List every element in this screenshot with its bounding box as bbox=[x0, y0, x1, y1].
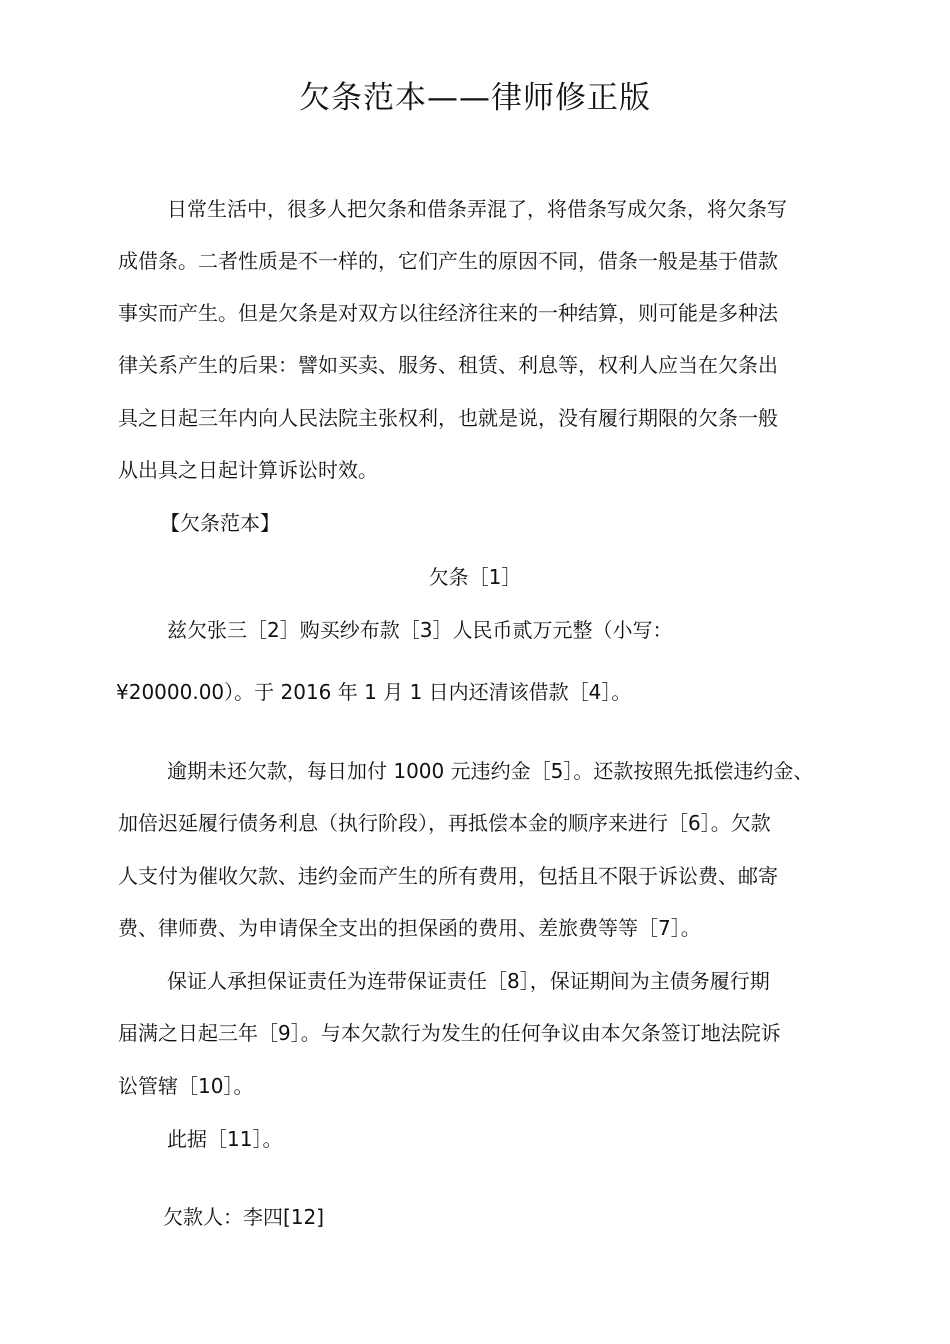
para3-line-1: 保证人承担保证责任为连带保证责任［8］，保证期间为主债务履行期 bbox=[167, 969, 770, 993]
para2-line-3: 人支付为催收欠款、违约金而产生的所有费用，包括且不限于诉讼费、邮寄 bbox=[118, 864, 778, 888]
para1-line-1: 兹欠张三［2］购买纱布款［3］人民币贰万元整（小写： bbox=[167, 618, 673, 642]
intro-line-4: 律关系产生的后果：譬如买卖、服务、租赁、利息等，权利人应当在欠条出 bbox=[118, 353, 778, 377]
para3-line-3: 讼管辖［10］。 bbox=[118, 1074, 254, 1098]
intro-line-3: 事实而产生。但是欠条是对双方以往经济往来的一种结算，则可能是多种法 bbox=[118, 301, 778, 325]
intro-line-5: 具之日起三年内向人民法院主张权利，也就是说，没有履行期限的欠条一般 bbox=[118, 406, 778, 430]
intro-line-2: 成借条。二者性质是不一样的，它们产生的原因不同，借条一般是基于借款 bbox=[118, 249, 778, 273]
para2-line-1: 逾期未还欠款，每日加付 1000 元违约金［5］。还款按照先抵偿违约金、 bbox=[167, 759, 814, 783]
para2-line-4: 费、律师费、为申请保全支出的担保函的费用、差旅费等等［7］。 bbox=[118, 916, 701, 940]
debtor-signature-line: 欠款人：李四[12] bbox=[163, 1205, 325, 1229]
intro-line-1: 日常生活中，很多人把欠条和借条弄混了，将借条写成欠条，将欠条写 bbox=[167, 197, 787, 221]
closing-line: 此据［11］。 bbox=[167, 1127, 283, 1151]
para2-line-2: 加倍迟延履行债务利息（执行阶段），再抵偿本金的顺序来进行［6］。欠款 bbox=[118, 811, 771, 835]
intro-line-6: 从出具之日起计算诉讼时效。 bbox=[118, 458, 378, 482]
document-title: 欠条范本——律师修正版 bbox=[299, 80, 651, 116]
para1-line-2: ¥20000.00）。于 2016 年 1 月 1 日内还清该借款［4］。 bbox=[116, 680, 632, 704]
para3-line-2: 届满之日起三年［9］。与本欠款行为发生的任何争议由本欠条签订地法院诉 bbox=[118, 1021, 781, 1045]
iou-heading: 欠条［1］ bbox=[428, 565, 522, 589]
section-label: 【欠条范本】 bbox=[160, 511, 280, 535]
